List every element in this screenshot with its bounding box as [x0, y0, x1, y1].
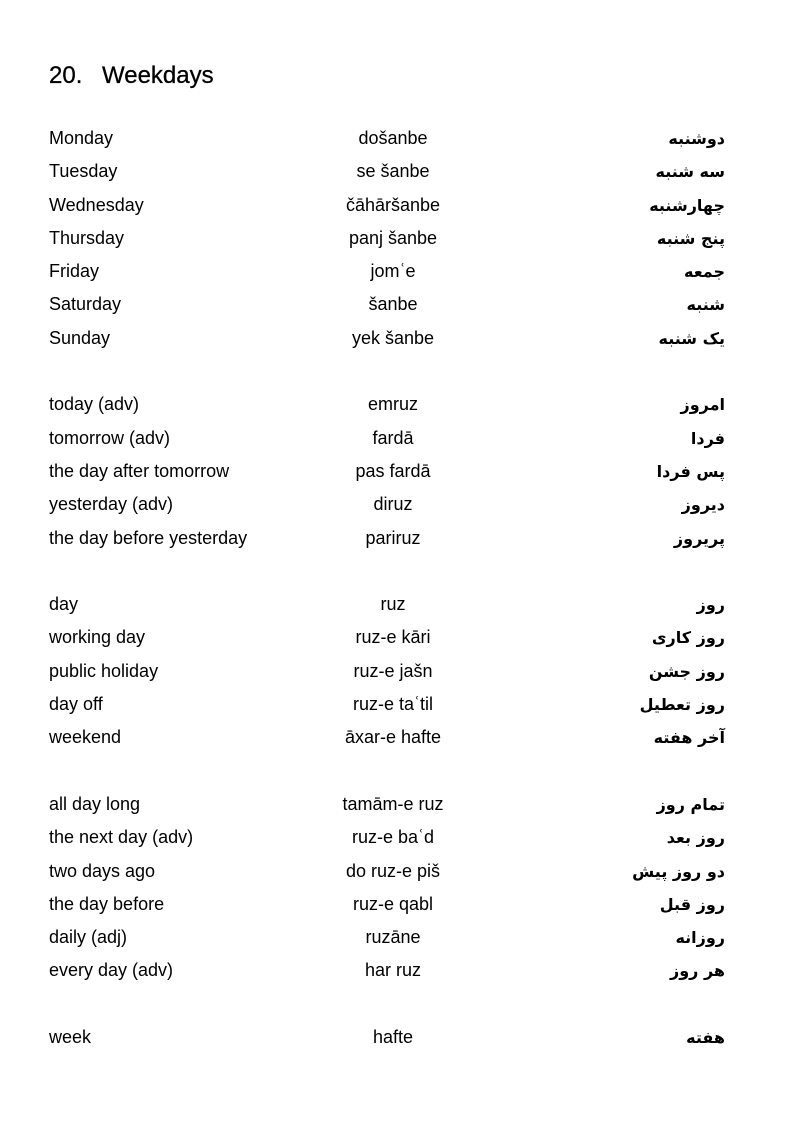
vocabulary-row [49, 788, 725, 821]
persian-term: شنبه [686, 295, 725, 315]
english-term: Monday [49, 128, 114, 148]
vocabulary-row [49, 588, 725, 621]
vocabulary-row [49, 855, 725, 888]
english-term: the day after tomorrow [49, 460, 230, 481]
persian-term: پس فردا [656, 461, 725, 481]
vocabulary-row [49, 322, 725, 355]
persian-term: روزانه [675, 928, 725, 948]
transliteration: har ruz [364, 960, 422, 981]
english-term: Friday [49, 261, 100, 282]
english-term: two days ago [49, 860, 156, 881]
vocabulary-row [49, 455, 725, 488]
group-spacer [49, 555, 725, 588]
persian-term: یک شنبه [658, 328, 725, 348]
persian-term: پنج شنبه [656, 228, 725, 248]
transliteration: hafte [372, 1027, 414, 1048]
english-term: Wednesday [49, 194, 144, 215]
transliteration: yek šanbe [351, 327, 435, 348]
transliteration: ruz-e qabl [352, 893, 434, 914]
vocabulary-row [49, 222, 725, 255]
vocabulary-row [49, 422, 725, 455]
persian-term: روز تعطیل [639, 695, 725, 715]
transliteration: ruz-e taʿtil [352, 694, 433, 715]
english-term: Sunday [49, 327, 111, 348]
persian-term: دوشنبه [668, 129, 725, 148]
english-term: weekend [49, 727, 122, 748]
transliteration: ruz-e jašn [353, 660, 433, 681]
transliteration: ruz-e kāri [355, 627, 431, 648]
section-number: 20. [49, 62, 83, 89]
vocabulary-row [49, 488, 725, 521]
english-term: the next day (adv) [49, 827, 194, 848]
transliteration: diruz [373, 494, 413, 515]
group-spacer [49, 755, 725, 788]
english-term: Saturday [49, 294, 122, 315]
vocabulary-row [49, 821, 725, 854]
transliteration: pariruz [365, 527, 421, 548]
vocabulary-row [49, 954, 725, 987]
english-term: day off [49, 694, 103, 715]
persian-term: فردا [690, 428, 725, 448]
english-term: the day before [49, 893, 165, 914]
english-term: yesterday (adv) [49, 494, 174, 515]
persian-term: روز جشن [648, 661, 725, 681]
english-term: day [49, 594, 79, 615]
transliteration: do ruz-e piš [345, 860, 441, 881]
persian-term: سه شنبه [655, 162, 725, 182]
vocabulary-row [49, 255, 725, 288]
persian-term: روز کاری [651, 628, 725, 648]
persian-term: هفته [686, 1028, 725, 1048]
vocabulary-row [49, 122, 725, 155]
group-spacer [49, 355, 725, 388]
english-term: today (adv) [49, 394, 140, 415]
vocabulary-row [49, 655, 725, 688]
transliteration: fardā [372, 427, 414, 448]
english-term: Thursday [49, 227, 125, 248]
english-term: working day [49, 627, 146, 648]
transliteration: čāhāršanbe [345, 194, 441, 215]
english-term: daily (adj) [49, 927, 128, 948]
vocabulary-row [49, 888, 725, 921]
vocabulary-row [49, 621, 725, 654]
vocabulary-row [49, 522, 725, 555]
transliteration: emruz [367, 394, 418, 415]
english-term: week [49, 1027, 92, 1048]
vocabulary-row [49, 921, 725, 954]
persian-term: روز قبل [659, 894, 725, 914]
persian-term: چهارشنبه [649, 195, 725, 215]
vocabulary-row [49, 155, 725, 188]
transliteration: šanbe [368, 294, 418, 315]
transliteration: tamām-e ruz [342, 793, 444, 814]
persian-term: پریروز [673, 528, 725, 548]
vocabulary-row [49, 189, 725, 222]
transliteration: došanbe [358, 128, 428, 148]
transliteration: ruz-e baʿd [351, 827, 435, 848]
persian-term: تمام روز [656, 794, 725, 814]
transliteration: se šanbe [356, 161, 430, 182]
transliteration: āxar-e hafte [344, 727, 442, 748]
group-spacer [49, 988, 725, 1021]
english-term: all day long [49, 793, 141, 814]
transliteration: panj šanbe [348, 227, 438, 248]
vocabulary-row [49, 688, 725, 721]
persian-term: روز [696, 595, 725, 615]
persian-term: دیروز [681, 495, 725, 515]
vocabulary-row [49, 288, 725, 321]
vocabulary-row [49, 388, 725, 421]
english-term: Tuesday [49, 161, 118, 182]
persian-term: آخر هفته [653, 728, 725, 748]
vocabulary-row [49, 1021, 725, 1054]
english-term: the day before yesterday [49, 527, 248, 548]
vocabulary-row [49, 721, 725, 754]
persian-term: امروز [680, 395, 725, 415]
transliteration: jomʿe [370, 261, 416, 282]
transliteration: ruz [380, 594, 406, 615]
section-title: Weekdays [102, 62, 214, 89]
persian-term: هر روز [670, 961, 725, 981]
page-title [49, 62, 214, 90]
transliteration: pas fardā [355, 460, 431, 481]
persian-term: روز بعد [666, 828, 725, 848]
english-term: public holiday [49, 660, 159, 681]
vocabulary-list [49, 122, 725, 1054]
transliteration: ruzāne [365, 927, 421, 948]
english-term: tomorrow (adv) [49, 427, 171, 448]
persian-term: جمعه [684, 262, 725, 282]
persian-term: دو روز پیش [632, 861, 725, 881]
english-term: every day (adv) [49, 960, 174, 981]
